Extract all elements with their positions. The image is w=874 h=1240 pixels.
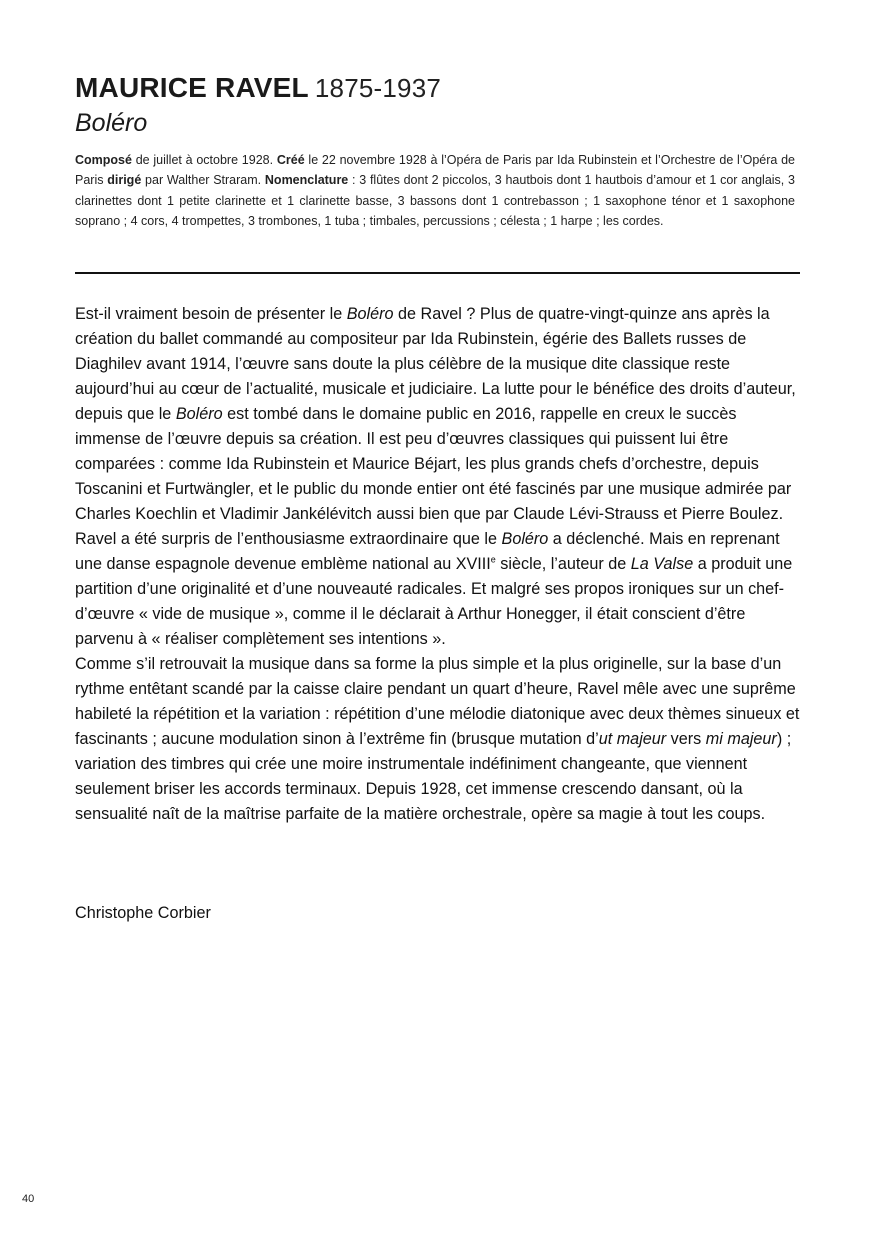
composer-name: MAURICE RAVEL <box>75 72 309 103</box>
text-run: Comme s’il retrouvait la musique dans sa forme la plus simple et la plus originelle, sur la base d’un rythme entêtant scandé par la caisse claire pendant un quart d’heure, Ravel mêle avec une suprême habileté la répétition et la variation : répétition d’une mélodie diatonique avec deux thèmes sinueux et fascinants ; aucune modulation sinon à l’extrême fin (brusque mutation d’ <box>75 655 800 748</box>
nomenclature-text: : 3 flûtes dont 2 piccolos, 3 hautbois dont 1 hautbois d’amour et 1 cor anglais, 3 clarinettes dont 1 petite clarinette et 1 clarinette basse, 3 bassons dont 1 contrebasson ; 1 saxophone ténor et 1 saxophone soprano ; 4 cors, 4 trompettes, 3 trombones, 1 tuba ; timbales, percussions ; célesta ; 1 harpe ; les cordes. <box>75 173 795 229</box>
italic-run: mi majeur <box>705 730 777 748</box>
article-body <box>75 302 805 827</box>
composed-label: Composé <box>75 153 132 167</box>
text-run: Est-il vraiment besoin de présenter le <box>75 305 347 323</box>
page-title <box>75 68 441 108</box>
work-title: Boléro <box>75 109 148 137</box>
text-run: ) ; variation des timbres qui crée une moire instrumentale indéfiniment changeante, que viennent seulement briser les accords terminaux. Depuis 1928, cet immense crescendo dansant, où la sensualité naît de la maîtrise parfaite de la matière orchestrale, opère sa magie à tout les coups. <box>75 730 792 823</box>
italic-run: La Valse <box>630 555 694 573</box>
author-signature: Christophe Corbier <box>75 904 211 922</box>
text-run: a déclenché. Mais en reprenant une danse espagnole devenue emblème national au XVIII <box>75 530 780 573</box>
paragraph-2 <box>75 527 805 652</box>
text-run: siècle, l’auteur de <box>495 555 631 573</box>
created-text: le 22 novembre 1928 à l’Opéra de Paris par Ida Rubinstein et l’Orchestre de l’Opéra de Paris <box>75 153 796 188</box>
italic-run: Boléro <box>346 305 394 323</box>
superscript: e <box>490 554 496 565</box>
composed-text: de juillet à octobre 1928. <box>131 153 277 167</box>
text-run: vers <box>666 730 706 748</box>
credits-block <box>75 150 795 232</box>
paragraph-1 <box>75 302 805 527</box>
divider <box>75 272 800 274</box>
text-run: de Ravel ? Plus de quatre-vingt-quinze ans après la création du ballet commandé au compositeur par Ida Rubinstein, égérie des Ballets russes de Diaghilev avant 1914, l’œuvre sans doute la plus célèbre de la musique dite classique reste aujourd’hui au cœur de l’actualité, musicale et judiciaire. La lutte pour le bénéfice des droits d’auteur, depuis que le <box>75 305 796 423</box>
text-run: a produit une partition d’une originalité et d’une nouveauté radicales. Et malgré ses propos ironiques sur un chef-d’œuvre « vide de musique », comme il le déclarait à Arthur Honegger, il était conscient d’être parvenu à « réaliser complètement ses intentions ». <box>75 555 793 648</box>
text-run: est tombé dans le domaine public en 2016, rappelle en creux le succès immense de l’œuvre depuis sa création. Il est peu d’œuvres classiques qui puissent lui être comparées : comme Ida Rubinstein et Maurice Béjart, les plus grands chefs d’orchestre, depuis Toscanini et Furtwängler, et le public du monde entier ont été fascinés par une musique admirée par Charles Koechlin et Vladimir Jankélévitch aussi bien que par Claude Lévi-Strauss et Pierre Boulez. <box>75 405 792 523</box>
composer-dates: 1875-1937 <box>314 73 442 103</box>
conducted-label: dirigé <box>107 173 142 188</box>
text-run: Ravel a été surpris de l’enthousiasme extraordinaire que le <box>75 530 502 548</box>
paragraph-3 <box>75 652 805 827</box>
italic-run: ut majeur <box>598 730 667 748</box>
italic-run: Boléro <box>175 405 223 423</box>
nomenclature-label: Nomenclature <box>264 173 349 188</box>
created-label: Créé <box>276 153 305 167</box>
conducted-text: par Walther Straram. <box>141 173 265 188</box>
italic-run: Boléro <box>501 530 549 548</box>
page-number: 40 <box>22 1193 35 1205</box>
